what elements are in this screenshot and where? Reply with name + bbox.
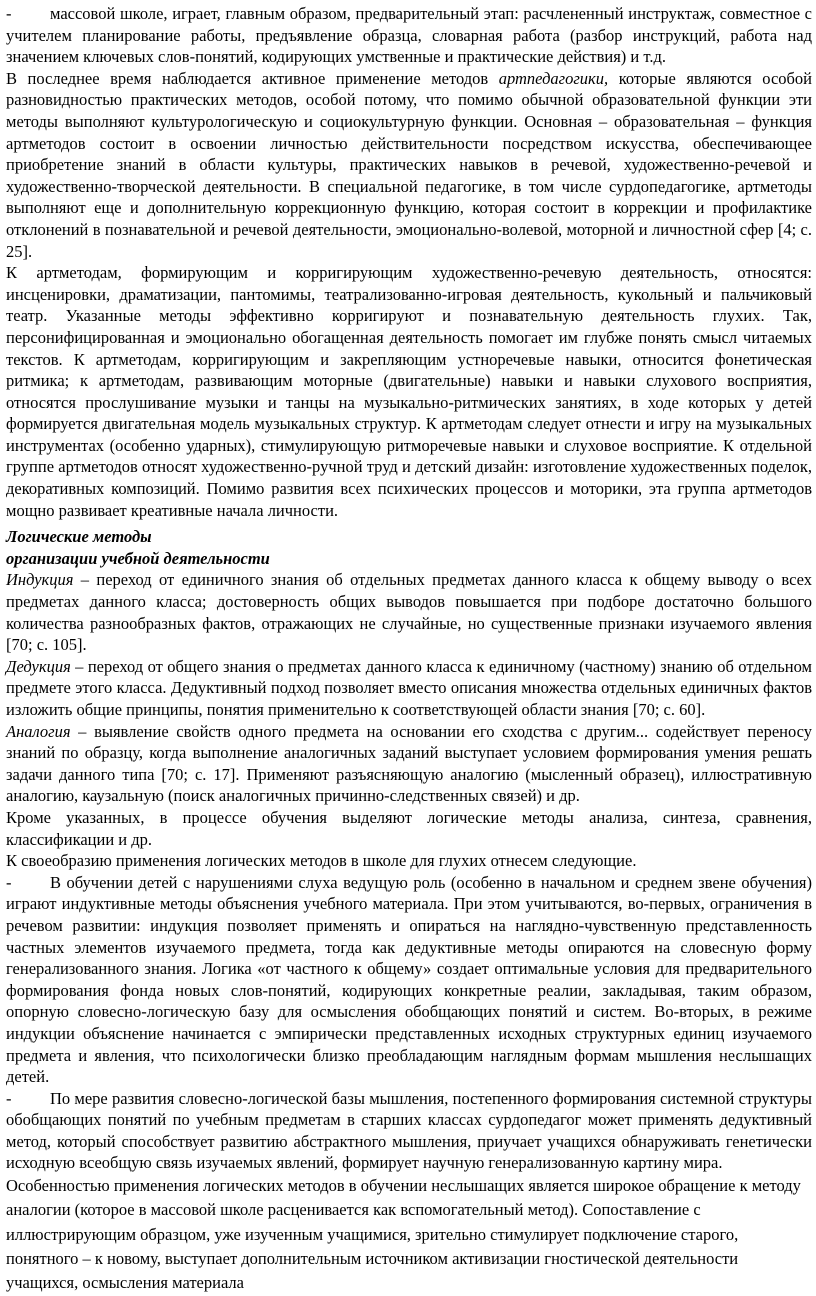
term-art-pedagogy: артпедагогики, xyxy=(498,68,609,88)
paragraph-text: В последнее время наблюдается активное применение методов xyxy=(6,68,499,88)
list-item-text: В обучении детей с нарушениями слуха ведущую роль (особенно в начальном и среднем звене обучения) играют индуктивные методы объяснения учебного материала. При этом учитываются, во-первых, ограничения в речевом развитии: индукция позволяет применять и опираться на наглядно-чувственную представленность частных элементов изучаемого предмета, тогда как дедуктивные методы опираются на словесную форму генерализованного знания. Логика «от частного к общему» создает оптимальные условия для предварительного формирования фонда новых слов-понятий, кодирующих конкретные реалии, закладывая, таким образом, опорную словесно-логическую базу для осмысления обобщающих понятий и систем. Во-вторых, в режиме индукции объяснение начинается с эмпирически представленных исходных структурных единиц изучаемого предмета и явления, что психологически близко преобладающим наглядным формам мышления неслышащих детей. xyxy=(6,872,812,1087)
paragraph-art-pedagogy xyxy=(6,68,812,262)
paragraph-art-methods: К артметодам, формирующим и корригирующим художественно-речевую деятельность, относятся: инсценировки, драматизации, пантомимы, театрализованно-игровая деятельность, кукольный и пальчиковый театр. Указанные методы эффективно корригируют и познавательную деятельность глухих. Так, персонифицированная и эмоционально обогащенная деятельность помогает им глубже понять смысл читаемых текстов. К артметодам, корригирующим и закрепляющим устноречевые навыки, относится фонетическая ритмика; к артметодам, развивающим моторные (двигательные) навыки и навыки слухового восприятия, относятся прослушивание музыки и танцы на музыкально-ритмических занятиях, в ходе которых у детей формируется двигательная модель музыкальных структур. К артметодам следует отнести и игру на музыкальных инструментах (особенно ударных), стимулирующую ритморечевые навыки и слуховое восприятие. К отдельной группе артметодов относят художественно-ручной труд и детский дизайн: изготовление художественных поделок, декоративных композиций. Помимо развития всех психических процессов и моторики, эта группа артметодов мощно развивает креативные начала личности. xyxy=(6,263,812,520)
section-heading xyxy=(6,526,812,569)
paragraph-text: которые являются особой разновидностью практических методов, особой потому, что помимо обычной образовательной функции эти методы выполняют культурологическую и социокультурную функции. Основная – образовательная – функция артметодов состоит в освоении личностью действительности посредством искусства, обеспечивающее приобретение знаний в области культуры, практических навыков в речевой, художественно-речевой и художественно-творческой деятельности. В специальной педагогике, в том числе сурдопедагогике, артметоды выполняют еще и дополнительную коррекционную функцию, которая состоит в коррекции и профилактике отклонений в познавательной и речевой деятельности, эмоционально-волевой, моторной и личностной сфер [4; с. 25]. xyxy=(6,68,812,261)
definition-deduction xyxy=(6,656,812,721)
list-item-induction-role xyxy=(6,872,812,1088)
list-dash: - xyxy=(6,1088,12,1108)
term-induction: Индукция xyxy=(6,570,74,590)
list-item-deduction-role xyxy=(6,1088,812,1174)
paragraph-specifics: К своеобразию применения логических методов в школе для глухих отнесем следующие. xyxy=(6,851,637,871)
definition-analogy xyxy=(6,721,812,807)
heading-line-1: Логические методы xyxy=(6,527,152,547)
definition-text: – переход от единичного знания об отдельных предметах данного класса к общему выводу о всех предметах данного класса; достоверность общих выводов повышается при подборе достаточно большого количества разнообразных фактов, отражающих не случайные, но существенные признаки изучаемого явления [70; с. 105]. xyxy=(6,570,812,655)
paragraph-mass-school xyxy=(6,3,812,68)
paragraph-text: массовой школе, играет, главным образом, предварительный этап: расчлененный инструктаж, совместное с учителем планирование работы, предъявление образца, словарная работа (разбор инструкций, работа над значением ключевых слов-понятий, кодирующих умственные и практические действия) и т.д. xyxy=(6,4,812,67)
definition-text: – переход от общего знания о предметах данного класса к единичному (частному) знанию об отдельном предмете этого класса. Дедуктивный подход позволяет вместо описания множества отдельных единичных фактов изложить общие принципы, понятия применительно к соответствующей области знания [70; с. 60]. xyxy=(6,656,812,719)
list-item-text: По мере развития словесно-логической базы мышления, постепенного формирования системной структуры обобщающих понятий по учебным предметам в старших классах сурдопедагог может применять дедуктивный метод, который способствует развитию абстрактного мышления, приучает учащихся обнаруживать генетически исходную всеобщую связь изучаемых явлений, формирует научную генерализованную картину мира. xyxy=(6,1088,812,1173)
term-analogy: Аналогия xyxy=(6,721,71,741)
term-deduction: Дедукция xyxy=(6,656,71,676)
paragraph-other-methods: Кроме указанных, в процессе обучения выделяют логические методы анализа, синтеза, сравнения, классификации и др. xyxy=(6,807,812,849)
list-dash: - xyxy=(6,872,12,892)
list-dash: - xyxy=(6,4,12,23)
definition-text: – выявление свойств одного предмета на основании его сходства с другим... содействует переносу знаний по образцу, когда выполнение аналогичных заданий выступает условием формирования умения решать задачи данного типа [70; с. 17]. Применяют разъясняющую аналогию (мысленный образец), иллюстративную аналогию, каузальную (поиск аналогичных причинно-следственных связей) и др. xyxy=(6,721,812,806)
paragraph-analogy-usage: Особенностью применения логических методов в обучении неслышащих является широкое обращение к методу аналогии (которое в массовой школе расценивается как вспомогательный метод). Сопоставление с иллюстрирующим образцом, уже изученным учащимися, зрительно стимулирует подключение старого, понятного – к новому, выступает дополнительным источником активизации гностической деятельности учащихся, осмысления материала xyxy=(6,1176,801,1293)
heading-line-2: организации учебной деятельности xyxy=(6,548,270,568)
definition-induction xyxy=(6,569,812,655)
